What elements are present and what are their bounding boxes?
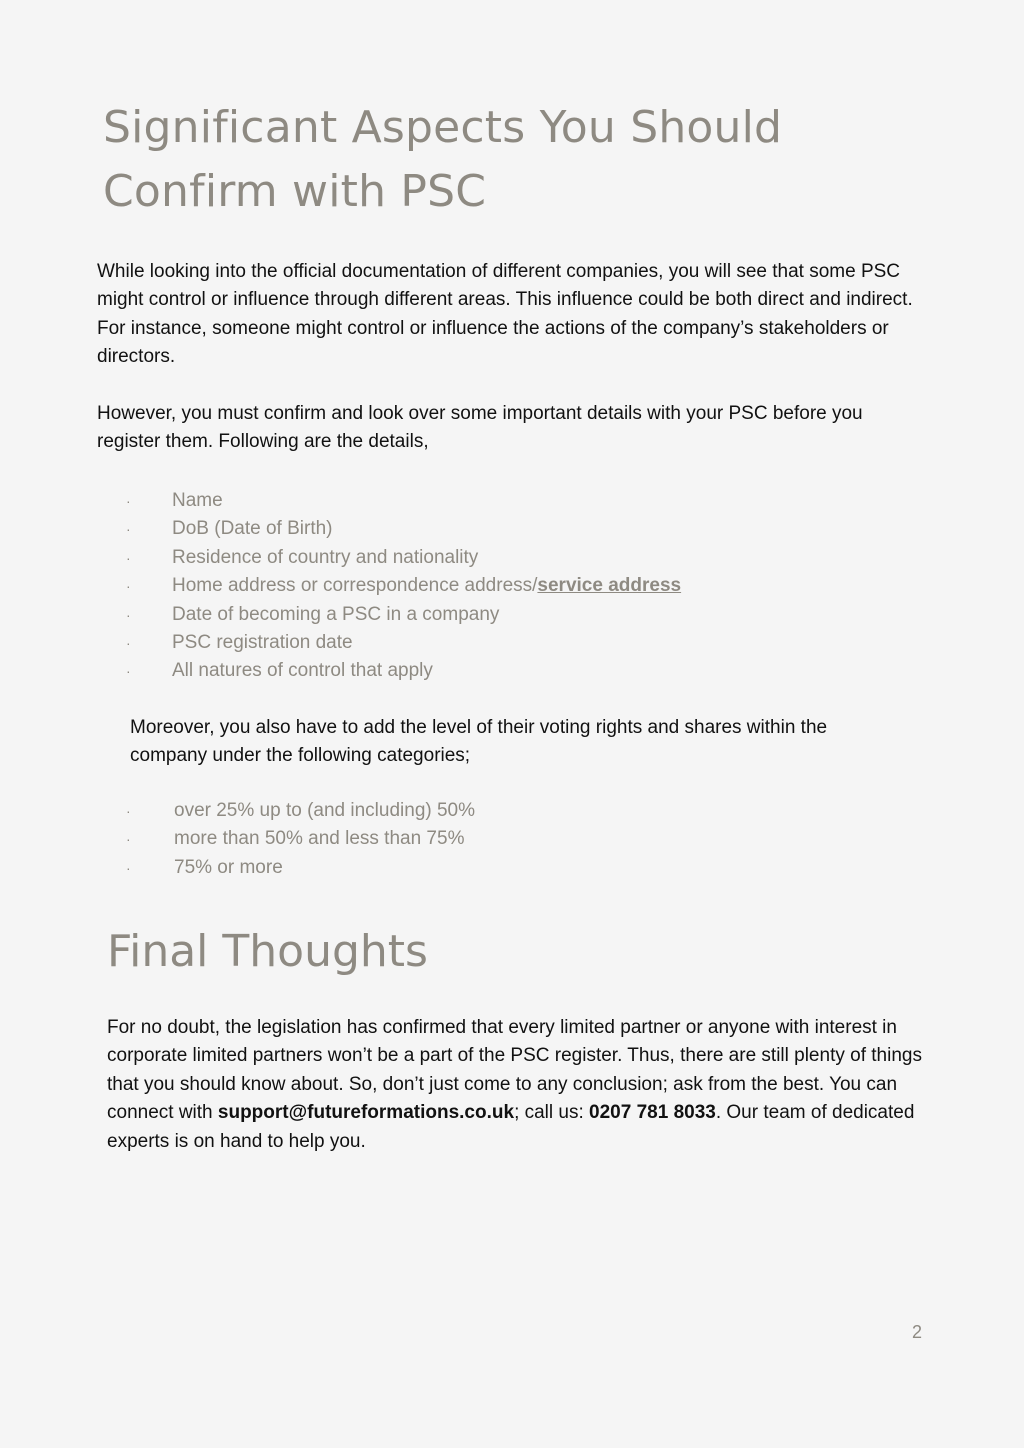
page-number: 2 (911, 1322, 922, 1342)
list-item (126, 515, 926, 543)
bullet-icon: · (126, 831, 131, 848)
list-item (126, 629, 926, 657)
intro-paragraph: While looking into the official documentation of different companies, you will see that some PSC might control or influence through different areas. This influence could be both direct and indirect. For instance, someone might control or influence the actions of the company’s stakeholders or directors. (97, 261, 913, 368)
bullet-icon: · (126, 803, 131, 819)
list-item (126, 487, 926, 515)
bullet-icon: · (126, 635, 131, 652)
support-email[interactable]: support@futureformations.co.uk (217, 1102, 515, 1124)
phone-number[interactable]: 0207 781 8033 (589, 1102, 716, 1124)
final-text-middle: ; call us: (514, 1102, 590, 1124)
list-item-text: Name (172, 490, 223, 511)
bullet-icon: · (126, 493, 131, 509)
list-item-text: over 25% up to (and including) 50% (174, 800, 476, 821)
list-item (126, 825, 926, 853)
list-item (126, 572, 926, 600)
final-text-before: For no doubt, the legislation has confirmed that every limited partner or anyone with interest in corporate limited partners won’t be a part of the PSC register. Thus, there are still plenty of things that you should know about. So, don’t just come to any conclusion; ask from the best. You can connect with (107, 1017, 922, 1124)
final-thoughts-heading: Final Thoughts (107, 926, 428, 977)
list-item-text: 75% or more (174, 856, 283, 878)
list-item (126, 854, 926, 882)
bullet-icon: · (126, 859, 131, 876)
voting-paragraph: Moreover, you also have to add the level of their voting rights and shares within the company under the following categories; (130, 717, 828, 767)
list-item (126, 544, 926, 572)
bullet-icon: · (126, 578, 131, 595)
bullet-icon: · (126, 606, 131, 623)
list-item-text: Home address or correspondence address/ (172, 575, 538, 597)
list-item-text: PSC registration date (172, 632, 353, 654)
list-item-text: All natures of control that apply (172, 660, 433, 682)
final-text-after: . Our team of dedicated experts is on hand to help you. (107, 1102, 915, 1152)
voting-list (126, 797, 926, 882)
list-item-text: Date of becoming a PSC in a company (172, 603, 500, 625)
list-item (126, 797, 926, 825)
service-address-link[interactable]: service address (537, 575, 682, 597)
bullet-icon: · (126, 663, 131, 680)
list-item-text: Residence of country and nationality (172, 546, 479, 568)
bullet-icon: · (126, 521, 131, 538)
page-title: Significant Aspects You Should Confirm with PSC (103, 102, 783, 217)
final-paragraph (107, 1014, 927, 1156)
bullet-icon: · (126, 549, 131, 566)
list-item-text: DoB (Date of Birth) (172, 518, 333, 540)
details-paragraph: However, you must confirm and look over some important details with your PSC before you register them. Following are the details, (97, 403, 863, 453)
list-item (126, 601, 926, 629)
list-item (126, 657, 926, 685)
details-list (126, 487, 926, 686)
list-item-text: more than 50% and less than 75% (174, 828, 465, 850)
